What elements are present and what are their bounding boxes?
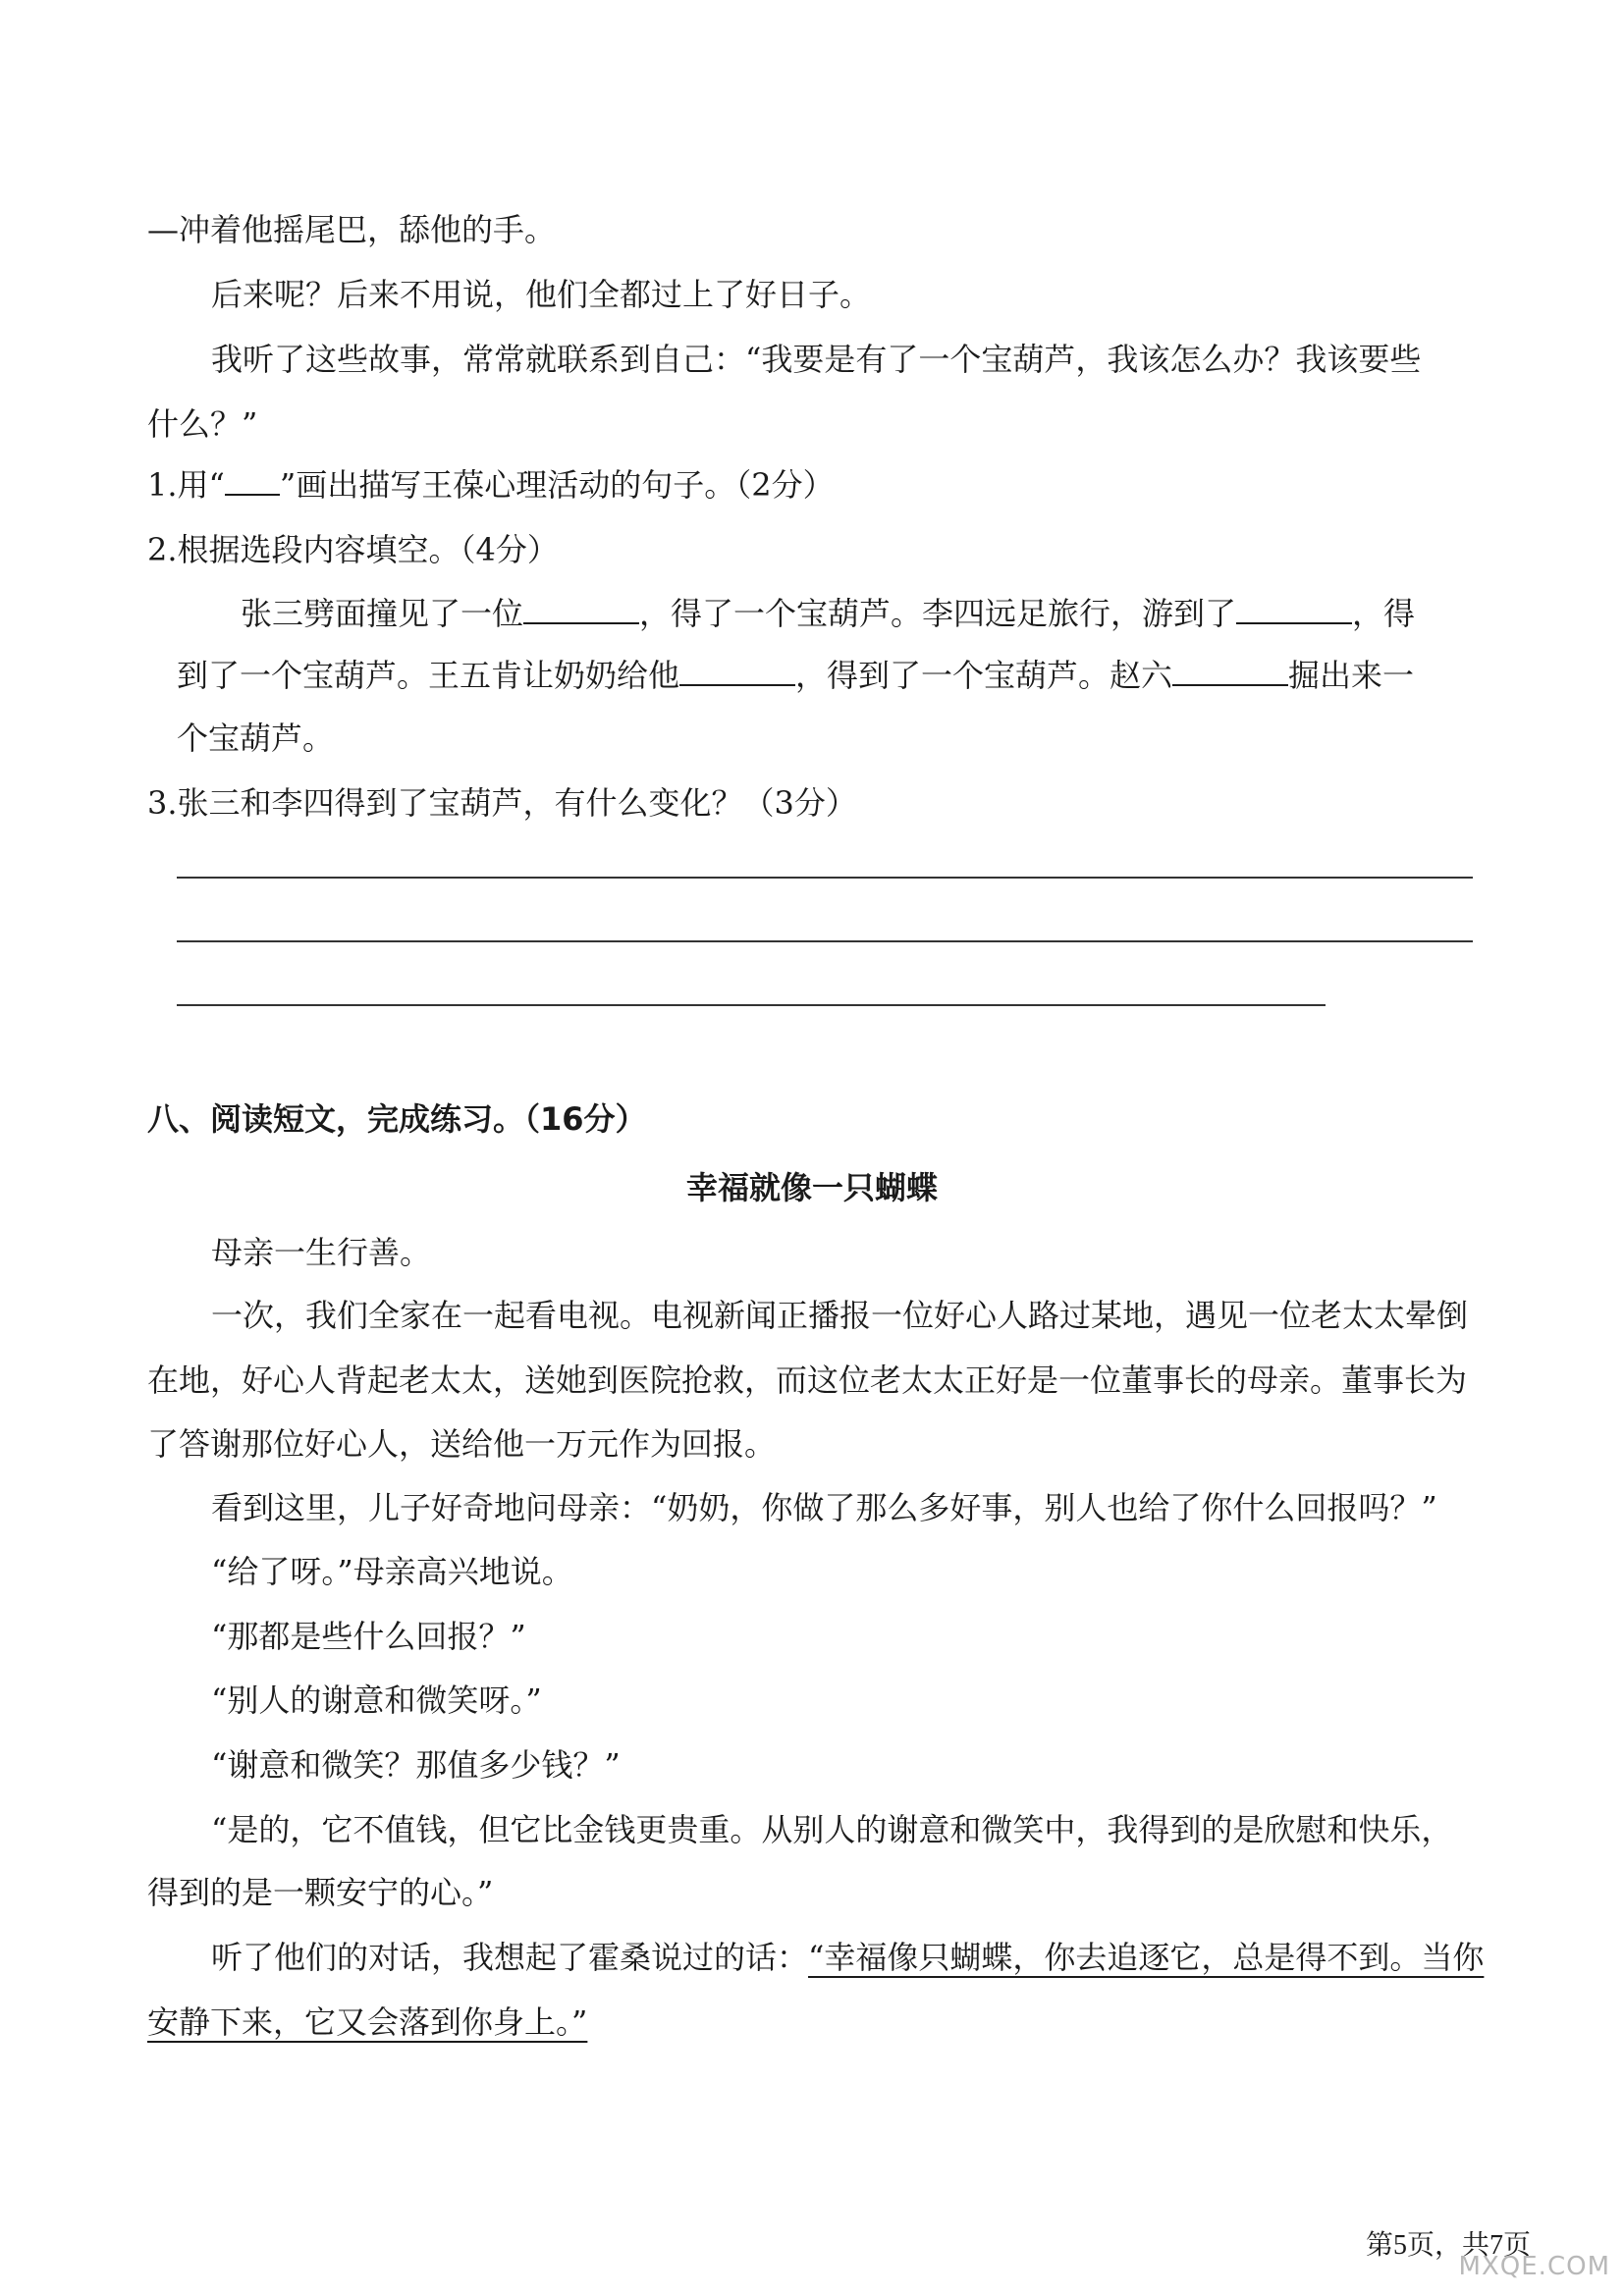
fill-line: 个宝葫芦。 (177, 720, 335, 757)
fill-blank[interactable] (1172, 657, 1288, 686)
section-8-heading: 八、阅读短文，完成练习。（16分） (147, 1100, 647, 1138)
paragraph: 一次，我们全家在一起看电视。电视新闻正播报一位好心人路过某地，遇见一位老太太晕倒 (211, 1297, 1469, 1334)
paragraph: 母亲一生行善。 (211, 1234, 432, 1271)
paragraph (147, 2001, 1483, 2044)
q1-text-pre: 1.用“ (147, 466, 225, 504)
passage-line: —冲着他摇尾巴，舔他的手。 (147, 211, 557, 248)
answer-line[interactable] (177, 877, 1473, 879)
paragraph: “谢意和微笑？那值多少钱？” (211, 1746, 621, 1784)
fill-text: 掘出来一 (1288, 657, 1415, 694)
passage-line: 后来呢？后来不用说，他们全都过上了好日子。 (211, 276, 872, 313)
watermark: MXQE.COM (1458, 2252, 1610, 2281)
paragraph: 了答谢那位好心人，送给他一万元作为回报。 (147, 1425, 777, 1463)
question-1 (147, 463, 1483, 507)
question-3: 3.张三和李四得到了宝葫芦，有什么变化？（3分） (147, 784, 857, 822)
fill-blank[interactable] (1236, 595, 1352, 624)
q1-underline-sample (225, 466, 280, 496)
fill-line (241, 592, 1576, 635)
passage-line: 我听了这些故事，常常就联系到自己：“我要是有了一个宝葫芦，我该怎么办？我该要些 (211, 341, 1422, 378)
fill-text: ，得到了一个宝葫芦。赵六 (795, 657, 1173, 694)
paragraph: “给了呀。”母亲高兴地说。 (211, 1553, 573, 1590)
paragraph: “别人的谢意和微笑呀。” (211, 1682, 542, 1719)
fill-text: 到了一个宝葫芦。王五肯让奶奶给他 (177, 657, 680, 694)
fill-blank[interactable] (523, 595, 639, 624)
fill-text: ，得了一个宝葫芦。李四远足旅行，游到了 (639, 595, 1237, 632)
paragraph: 在地，好心人背起老太太，送她到医院抢救，而这位老太太正好是一位董事长的母亲。董事长为 (147, 1362, 1468, 1399)
answer-line[interactable] (177, 1004, 1326, 1006)
fill-text: 张三劈面撞见了一位 (241, 595, 524, 632)
fill-text: ，得 (1352, 595, 1416, 632)
fill-line (177, 654, 1512, 697)
underlined-quote: “幸福像只蝴蝶，你去追逐它，总是得不到。当你 (808, 1939, 1485, 1976)
underlined-quote: 安静下来，它又会落到你身上。” (147, 2003, 588, 2041)
passage-title: 幸福就像一只蝴蝶 (685, 1169, 938, 1206)
quote-intro: 听了他们的对话，我想起了霍桑说过的话： (211, 1939, 809, 1976)
paragraph: 得到的是一颗安宁的心。” (147, 1874, 494, 1911)
page-number: 第5页，共7页 (1365, 2230, 1531, 2261)
paragraph: 看到这里，儿子好奇地问母亲：“奶奶，你做了那么多好事，别人也给了你什么回报吗？” (211, 1489, 1437, 1526)
passage-line: 什么？” (147, 405, 258, 443)
fill-blank[interactable] (679, 657, 795, 686)
paragraph: “是的，它不值钱，但它比金钱更贵重。从别人的谢意和微笑中，我得到的是欣慰和快乐， (211, 1811, 1453, 1848)
paragraph: “那都是些什么回报？” (211, 1618, 526, 1655)
answer-line[interactable] (177, 940, 1473, 942)
question-2: 2.根据选段内容填空。（4分） (147, 531, 559, 568)
paragraph (211, 1936, 1546, 1979)
q1-text-post: ”画出描写王葆心理活动的句子。（2分） (279, 466, 835, 504)
